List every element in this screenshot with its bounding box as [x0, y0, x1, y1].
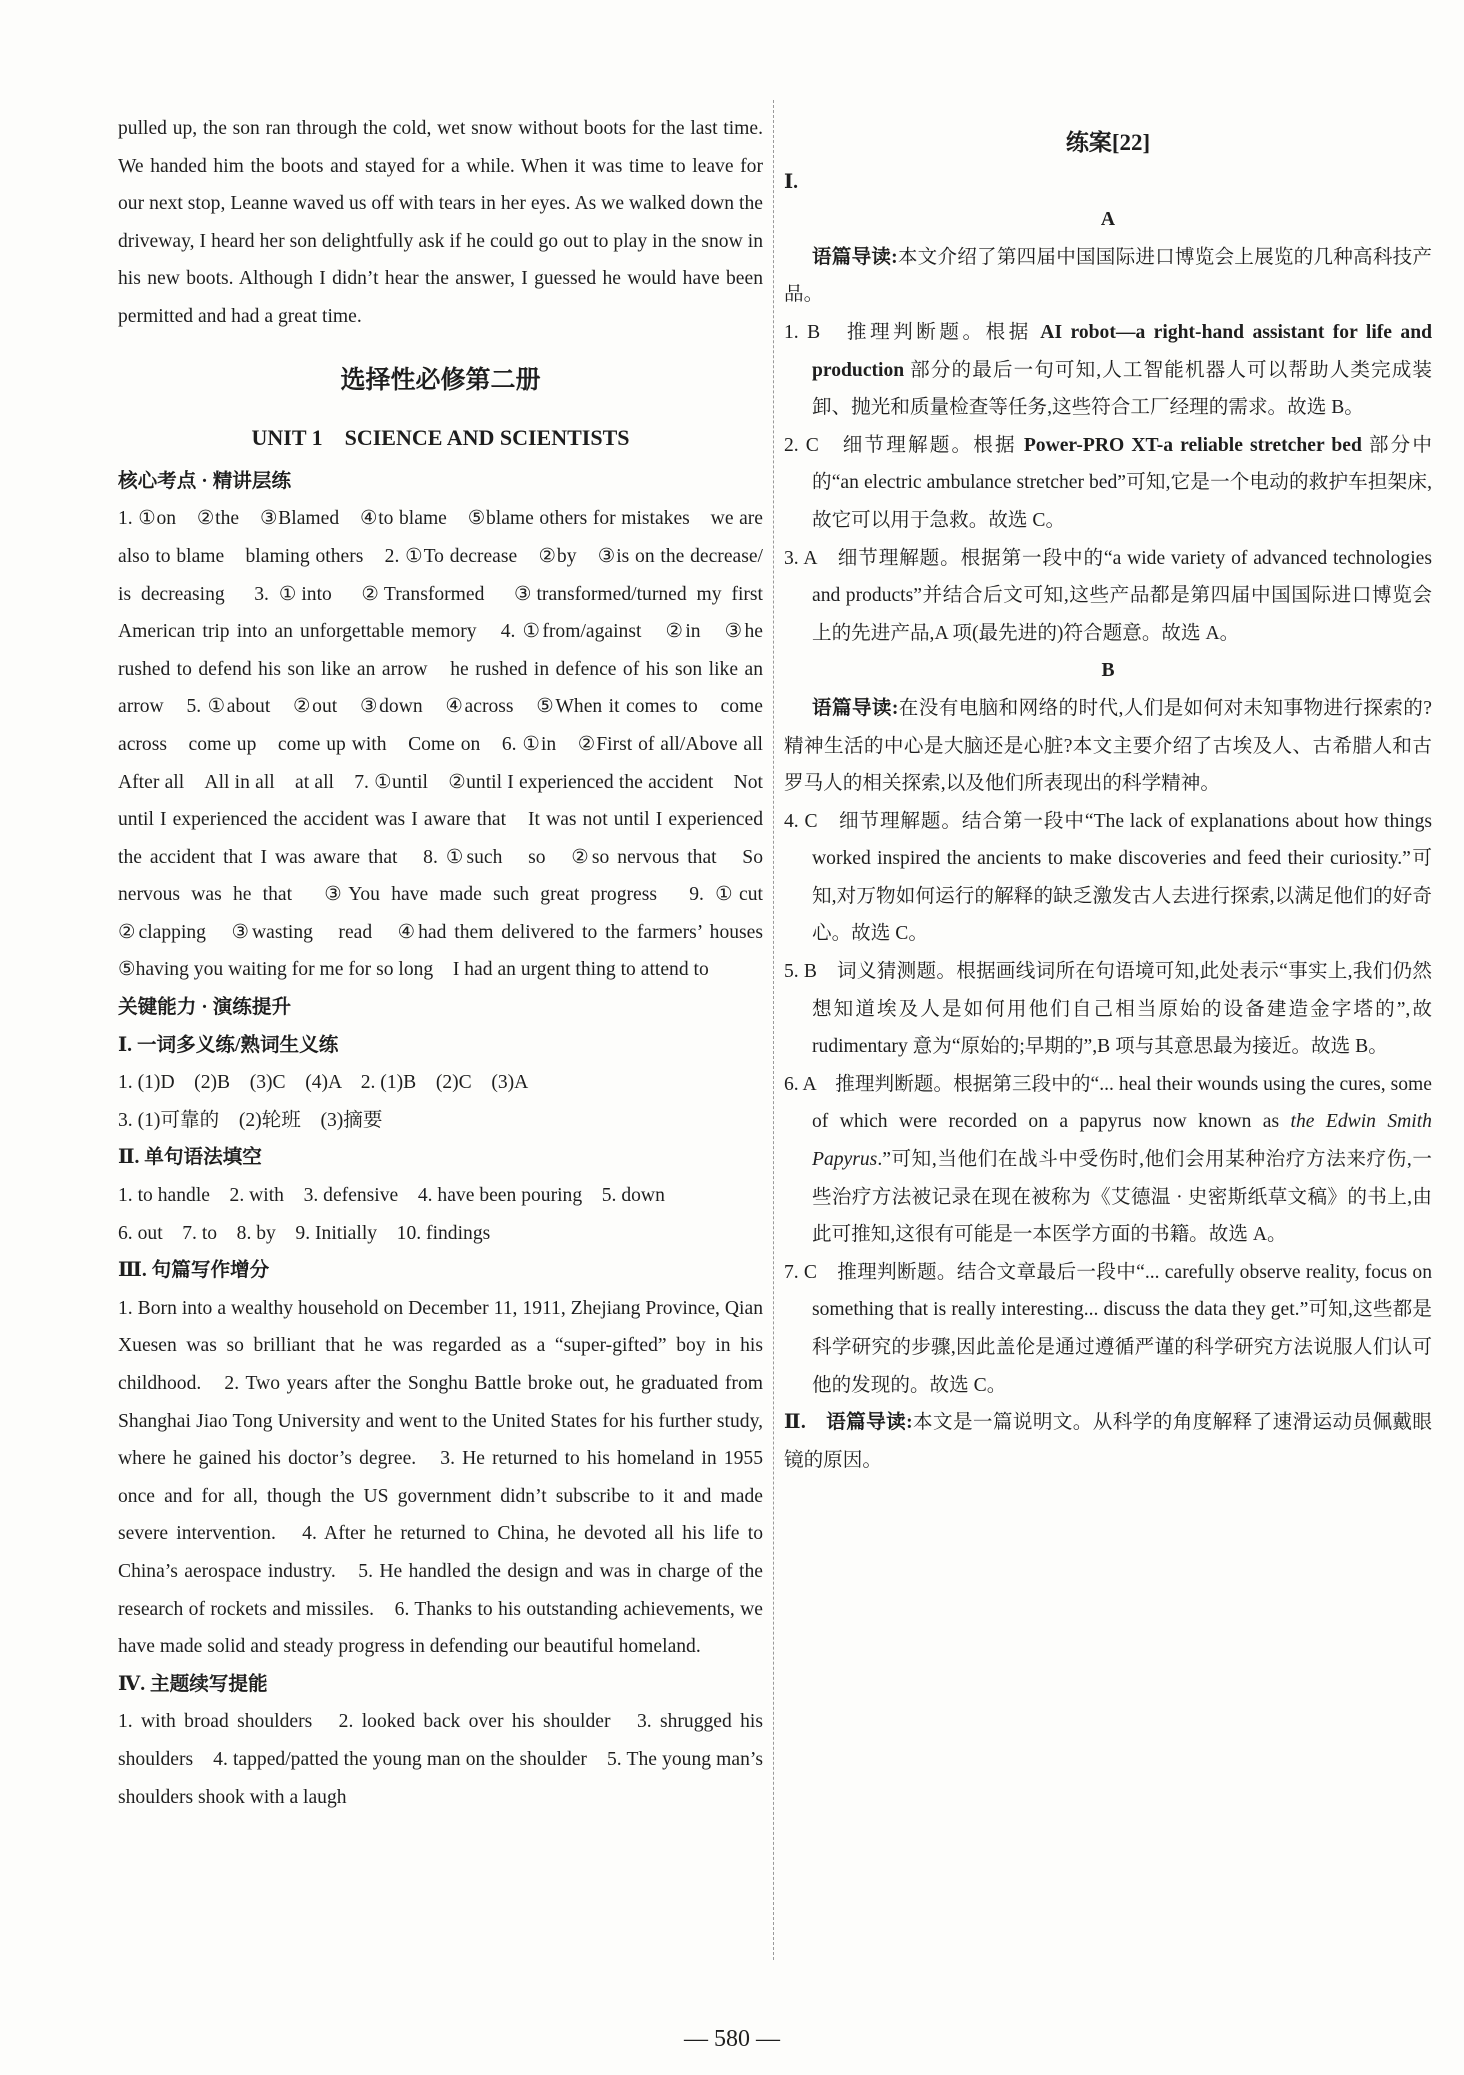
part2-line-1: 1. to handle 2. with 3. defensive 4. have been pouring 5. down — [118, 1185, 665, 1207]
part4-answers: 1. with broad shoulders 2. looked back over his shoulder 3. shrugged his shoulders 4. tapped/patted the young man on the shoulder 5. The young man’s shoulders shook with a laugh — [118, 1711, 763, 1808]
passage-intro-a: 语篇导读:本文介绍了第四届中国国际进口博览会上展览的几种高科技产品。 — [784, 246, 1432, 306]
passage-letter-a: A — [1100, 209, 1116, 231]
core-answers: 1. ①on ②the ③Blamed ④to blame ⑤blame others for mistakes we are also to blame blaming others 2. ①To decrease ②by ③is on the decrease/ is decreasing 3. ①into ②Transformed ③transformed/turned my first American trip into an unforgettable memory 4. ①from/against ②in ③he rushed to defend his son like an arrow he rushed in defence of his son like an arrow 5. ①about ②out ③down ④across ⑤When it comes to come across come up come up with Come on 6. ①in ②First of all/Above all After all All in all at all 7. ①until ②until I experienced the accident Not until I experienced the accident was I aware that It was not until I experienced the accident that I was aware that 8. ①such so ②so nervous that So nervous was he that ③You have made such great progress 9. ①cut ②clapping ③wasting read ④had them delivered to the farmers’ houses ⑤having you waiting for me for so long I had an urgent thing to attend to — [118, 508, 783, 981]
part-heading-1: Ⅰ. 一词多义练/熟词生义练 — [118, 1034, 339, 1056]
answer-5: 5. B 词义猜测题。根据画线词所在句语境可知,此处表示“事实上,我们仍然想知道埃及人是如何用他们自己相当原始的设备建造金字塔的”,故 rudimentary 意为“原始的;早期的”,B 项与其意思最为接近。故选 B。 — [784, 961, 1432, 1058]
passage-intro-b: 语篇导读:在没有电脑和网络的时代,人们是如何对未知事物进行探索的?精神生活的中心是大脑还是心脏?本文主要介绍了古埃及人、古希腊人和古罗马人的相关探索,以及他们所表现出的科学精神。 — [784, 697, 1432, 795]
passage-letter-b: B — [1101, 660, 1115, 682]
continuation-paragraph: pulled up, the son ran through the cold, wet snow without boots for the last time. We handed him the boots and stayed for a while. When it was time to leave for our next stop, Leanne waved us off with tears in her eyes. As we walked down the driveway, I heard her son delightfully ask if he could go out to play in the snow in his new boots. Although I didn’t hear the answer, I guessed he would have been permitted and had a great time. — [118, 118, 763, 327]
book-title: 选择性必修第二册 — [340, 366, 541, 394]
part-heading-2: Ⅱ. 单句语法填空 — [118, 1147, 262, 1169]
page-number: — 580 — — [684, 2026, 780, 2052]
part-label-1: Ⅰ. — [784, 171, 799, 193]
answer-4: 4. C 细节理解题。结合第一段中“The lack of explanations about how things worked inspired the ancients to make discoveries and feed their curiosity.”可知,对万物如何运行的解释的缺乏激发古人去进行探索,以满足他们的好奇心。故选 C。 — [784, 810, 1432, 945]
exercise-title: 练案[22] — [1065, 130, 1151, 155]
left-column — [118, 110, 783, 1816]
part2-line-2: 6. out 7. to 8. by 9. Initially 10. findings — [118, 1222, 491, 1244]
answer-7: 7. C 推理判断题。结合文章最后一段中“... carefully observe reality, focus on something that is really interesting... discuss the data they get.”可知,这些都是科学研究的步骤,因此盖伦是通过遵循严谨的科学研究方法说服人们认可他的发现的。故选 C。 — [784, 1261, 1432, 1396]
part1-line-2: 3. (1)可靠的 (2)轮班 (3)摘要 — [118, 1109, 383, 1131]
part-heading-3: Ⅲ. 句篇写作增分 — [118, 1260, 270, 1282]
answer-3: 3. A 细节理解题。根据第一段中的“a wide variety of advanced technologies and products”并结合后文可知,这些产品都是第四届中国国际进口博览会上的先进产品,A 项(最先进的)符合题意。故选 A。 — [784, 547, 1432, 644]
part-2-intro: Ⅱ. 语篇导读:本文是一篇说明文。从科学的角度解释了速滑运动员佩戴眼镜的原因。 — [784, 1412, 1433, 1471]
right-column — [784, 110, 1432, 1479]
answer-2: 2. C 细节理解题。根据 Power-PRO XT-a reliable stretcher bed 部分中的“an electric ambulance stretcher bed”可知,它是一个电动的救护车担架床,故它可以用于急救。故选 C。 — [784, 434, 1432, 531]
answer-6: 6. A 推理判断题。根据第三段中的“... heal their wounds using the cures, some of which were recorded on a papyrus now known as the Edwin Smith Papyrus.”可知,当他们在战斗中受伤时,他们会用某种治疗方法来疗伤,一些治疗方法被记录在现在被称为《艾德温 · 史密斯纸草文稿》的书上,由此可推知,这很有可能是一本医学方面的书籍。故选 A。 — [784, 1073, 1432, 1246]
part1-line-1: 1. (1)D (2)B (3)C (4)A 2. (1)B (2)C (3)A — [118, 1072, 529, 1094]
section-heading-ability: 关键能力 · 演练提升 — [118, 997, 292, 1019]
answer-1: 1. B 推理判断题。根据 AI robot—a right-hand assistant for life and production 部分的最后一句可知,人工智能机器人可以帮助人类完成装卸、抛光和质量检查等任务,这些符合工厂经理的需求。故选 B。 — [784, 321, 1433, 419]
part3-answers: 1. Born into a wealthy household on December 11, 1911, Zhejiang Province, Qian Xuesen was so brilliant that he was regarded as a “super-gifted” boy in his childhood. 2. Two years after the Songhu Battle broke out, he graduated from Shanghai Jiao Tong University and went to the United States for his further study, where he gained his doctor’s degree. 3. He returned to his homeland in 1955 once and for all, though the US government didn’t subscribe to it and made severe intervention. 4. After he returned to China, he devoted all his life to China’s aerospace industry. 5. He handled the design and was in charge of the research of rockets and missiles. 6. Thanks to his outstanding achievements, we have made solid and steady progress in defending our beautiful homeland. — [118, 1297, 763, 1658]
column-divider — [773, 100, 774, 1960]
section-heading-core: 核心考点 · 精讲层练 — [118, 470, 292, 492]
part-heading-4: Ⅳ. 主题续写提能 — [118, 1673, 268, 1695]
unit-title: UNIT 1 SCIENCE AND SCIENTISTS — [251, 425, 630, 451]
